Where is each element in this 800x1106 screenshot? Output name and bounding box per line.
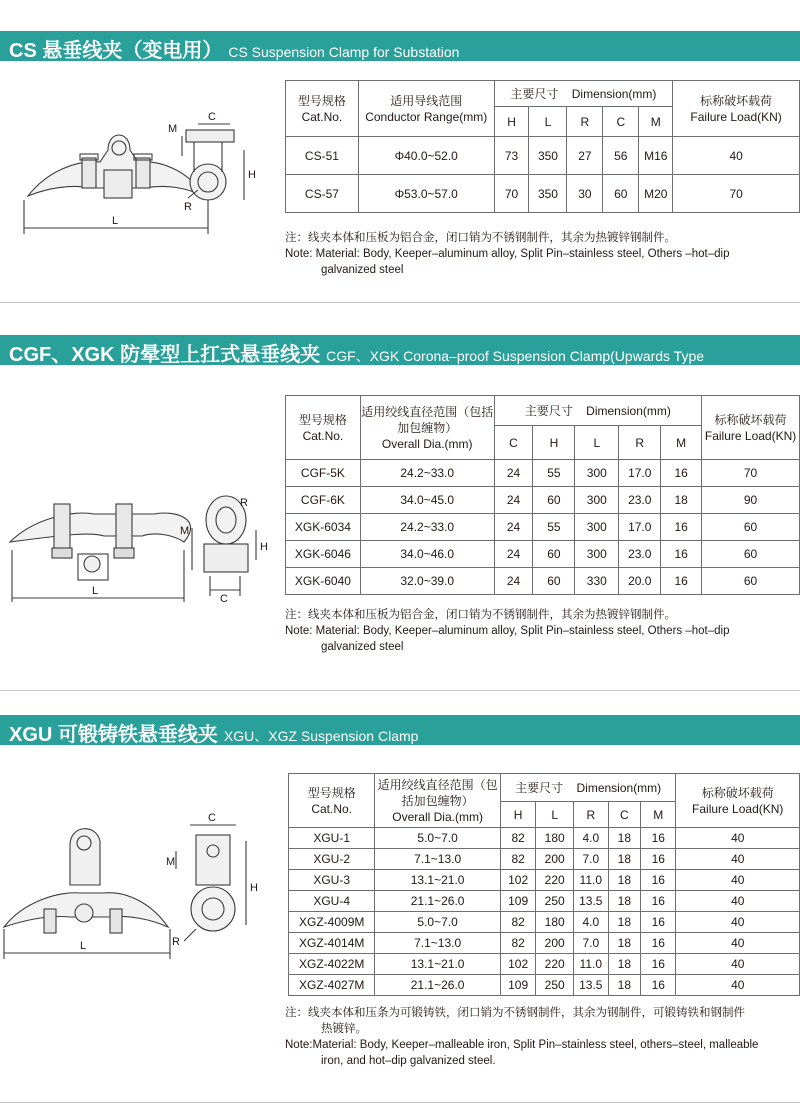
- table-cell: 109: [500, 891, 536, 912]
- table-cell: M20: [639, 175, 673, 213]
- table-cell: 13.1~21.0: [375, 870, 500, 891]
- table-cell: 40: [676, 891, 800, 912]
- xgu-xgz-spec-table: [288, 773, 800, 996]
- table-cell: XGU-4: [289, 891, 375, 912]
- divider: [0, 302, 800, 303]
- table-row: [286, 514, 800, 541]
- header-dim: H: [533, 426, 575, 460]
- cs-spec-table: [285, 80, 800, 213]
- header-dim: M: [661, 426, 702, 460]
- table-cell: 200: [536, 849, 574, 870]
- section-title-cn: XGU 可锻铸铁悬垂线夹: [9, 724, 218, 745]
- table-cell: XGZ-4009M: [289, 912, 375, 933]
- table-cell: 18: [608, 975, 640, 996]
- table-cell: 55: [533, 514, 575, 541]
- table-cell: 40: [676, 954, 800, 975]
- header-dim: R: [573, 802, 608, 828]
- dim-label-c: C: [220, 593, 228, 605]
- table-cell: XGK-6046: [286, 541, 361, 568]
- table-row: [289, 828, 800, 849]
- section-title-bar-cs: [0, 31, 800, 61]
- header-dimension: 主要尺寸 Dimension(mm): [494, 396, 702, 426]
- table-cell: Φ53.0~57.0: [358, 175, 494, 213]
- table-cell: CGF-5K: [286, 460, 361, 487]
- cs-clamp-drawing: [18, 110, 280, 240]
- table-cell: 60: [533, 541, 575, 568]
- table-cell: 24: [494, 514, 533, 541]
- dim-label-l: L: [112, 215, 119, 227]
- table-cell: 11.0: [573, 870, 608, 891]
- table-cell: 300: [575, 514, 619, 541]
- table-cell: 18: [608, 933, 640, 954]
- table-cell: 180: [536, 828, 574, 849]
- dim-label-r: R: [240, 497, 248, 509]
- table-cell: 17.0: [619, 460, 661, 487]
- table-cell: 23.0: [619, 541, 661, 568]
- table-cell: CS-57: [286, 175, 359, 213]
- header-dim: M: [639, 107, 673, 137]
- table-cell: 4.0: [573, 828, 608, 849]
- table-cell: M16: [639, 137, 673, 175]
- table-cell: XGK-6034: [286, 514, 361, 541]
- table-row: [289, 849, 800, 870]
- header-range: 适用导线范围 Conductor Range(mm): [358, 81, 494, 137]
- table-row: [289, 975, 800, 996]
- header-dim: C: [608, 802, 640, 828]
- header-load: 标称破坏载荷 Failure Load(KN): [702, 396, 800, 460]
- table-row: [289, 870, 800, 891]
- table-cell: 24: [494, 487, 533, 514]
- table-cell: 5.0~7.0: [375, 912, 500, 933]
- header-model: 型号规格 Cat.No.: [289, 774, 375, 828]
- header-dim: M: [641, 802, 676, 828]
- cs-note: 注：线夹本体和压板为铝合金，闭口销为不锈钢制件，其余为热镀锌钢制件。 Note: Material: Body, Keeper–aluminum alloy, Split Pin–stainless steel, Others –hot–dip galvanized steel: [285, 232, 730, 276]
- table-cell: 220: [536, 954, 574, 975]
- table-row: [289, 933, 800, 954]
- table-cell: 18: [661, 487, 702, 514]
- table-cell: 16: [641, 975, 676, 996]
- table-row: [289, 954, 800, 975]
- table-cell: 18: [608, 870, 640, 891]
- table-cell: 5.0~7.0: [375, 828, 500, 849]
- divider: [0, 1102, 800, 1103]
- table-cell: 250: [536, 891, 574, 912]
- table-cell: 300: [575, 487, 619, 514]
- dim-label-l: L: [92, 585, 99, 597]
- section-title-cn: CGF、XGK 防晕型上扛式悬垂线夹: [9, 344, 321, 365]
- dim-label-h: H: [260, 541, 268, 553]
- table-cell: 60: [603, 175, 639, 213]
- table-cell: 73: [494, 137, 529, 175]
- table-row: [286, 137, 800, 175]
- dim-label-m: M: [166, 856, 176, 868]
- header-dimension: 主要尺寸 Dimension(mm): [494, 81, 673, 107]
- table-cell: 60: [533, 487, 575, 514]
- table-cell: 18: [608, 849, 640, 870]
- dim-label-r: R: [184, 201, 192, 213]
- table-cell: 82: [500, 828, 536, 849]
- dim-label-h: H: [250, 882, 258, 894]
- table-cell: XGZ-4014M: [289, 933, 375, 954]
- header-model: 型号规格 Cat.No.: [286, 396, 361, 460]
- dim-label-m: M: [180, 525, 190, 537]
- table-cell: 60: [702, 541, 800, 568]
- table-cell: 16: [641, 954, 676, 975]
- table-cell: 60: [533, 568, 575, 595]
- dim-label-c: C: [208, 812, 216, 824]
- header-dim: C: [494, 426, 533, 460]
- table-cell: CS-51: [286, 137, 359, 175]
- table-cell: 40: [676, 912, 800, 933]
- table-cell: 17.0: [619, 514, 661, 541]
- table-cell: 60: [702, 568, 800, 595]
- dim-label-m: M: [168, 123, 178, 135]
- section-title-en: CGF、XGK Corona–proof Suspension Clamp(Upwards Type: [326, 348, 705, 364]
- cgf-clamp-drawing: [4, 490, 284, 610]
- dim-label-h: H: [248, 169, 256, 181]
- xgu-clamp-drawing: [0, 805, 285, 965]
- table-cell: 70: [702, 460, 800, 487]
- table-cell: 7.0: [573, 933, 608, 954]
- table-cell: 24: [494, 460, 533, 487]
- table-cell: 16: [641, 828, 676, 849]
- divider: [0, 690, 800, 691]
- table-cell: 70: [673, 175, 800, 213]
- table-cell: 82: [500, 849, 536, 870]
- table-cell: 18: [608, 954, 640, 975]
- table-cell: 60: [702, 514, 800, 541]
- table-cell: 40: [676, 828, 800, 849]
- table-cell: 330: [575, 568, 619, 595]
- table-cell: 13.1~21.0: [375, 954, 500, 975]
- table-cell: 24: [494, 541, 533, 568]
- header-dim: R: [619, 426, 661, 460]
- table-cell: 16: [641, 912, 676, 933]
- section-title-bar-xgu: [0, 715, 800, 745]
- table-cell: 300: [575, 460, 619, 487]
- table-cell: 34.0~45.0: [360, 487, 494, 514]
- header-dim: L: [529, 107, 567, 137]
- table-cell: XGU-3: [289, 870, 375, 891]
- table-cell: 23.0: [619, 487, 661, 514]
- table-cell: 18: [608, 912, 640, 933]
- table-cell: 18: [608, 828, 640, 849]
- table-cell: 109: [500, 975, 536, 996]
- table-cell: 7.1~13.0: [375, 933, 500, 954]
- table-cell: 200: [536, 933, 574, 954]
- table-cell: 16: [641, 933, 676, 954]
- table-row: [286, 460, 800, 487]
- table-cell: 300: [575, 541, 619, 568]
- table-cell: 70: [494, 175, 529, 213]
- table-cell: 27: [567, 137, 603, 175]
- section-title-bar-cgf-xgk: [0, 335, 800, 365]
- table-cell: 24.2~33.0: [360, 460, 494, 487]
- table-cell: XGU-2: [289, 849, 375, 870]
- table-row: [286, 487, 800, 514]
- table-cell: 13.5: [573, 891, 608, 912]
- header-dim: C: [603, 107, 639, 137]
- table-row: [289, 912, 800, 933]
- table-cell: 102: [500, 870, 536, 891]
- table-cell: 4.0: [573, 912, 608, 933]
- table-cell: 16: [661, 541, 702, 568]
- table-cell: 40: [676, 849, 800, 870]
- table-row: [289, 891, 800, 912]
- header-dim: H: [500, 802, 536, 828]
- table-cell: 21.1~26.0: [375, 975, 500, 996]
- table-cell: 18: [608, 891, 640, 912]
- table-cell: 180: [536, 912, 574, 933]
- table-cell: 21.1~26.0: [375, 891, 500, 912]
- table-cell: 34.0~46.0: [360, 541, 494, 568]
- cgf-xgk-spec-table: [285, 395, 800, 595]
- table-cell: 16: [661, 514, 702, 541]
- table-cell: 82: [500, 912, 536, 933]
- table-cell: 350: [529, 137, 567, 175]
- table-row: [286, 541, 800, 568]
- table-cell: 7.0: [573, 849, 608, 870]
- table-cell: 82: [500, 933, 536, 954]
- table-cell: 16: [641, 849, 676, 870]
- table-cell: 16: [661, 568, 702, 595]
- table-cell: 40: [676, 933, 800, 954]
- header-load: 标称破坏载荷 Failure Load(KN): [673, 81, 800, 137]
- table-cell: 13.5: [573, 975, 608, 996]
- table-cell: XGZ-4027M: [289, 975, 375, 996]
- table-cell: XGZ-4022M: [289, 954, 375, 975]
- table-cell: 250: [536, 975, 574, 996]
- table-cell: 30: [567, 175, 603, 213]
- section-title-cn: CS 悬垂线夹（变电用）: [9, 40, 223, 61]
- header-range: 适用绞线直径范围（包括加包缠物） Overall Dia.(mm): [375, 774, 500, 828]
- table-cell: 7.1~13.0: [375, 849, 500, 870]
- table-cell: 220: [536, 870, 574, 891]
- table-cell: 16: [641, 891, 676, 912]
- table-cell: 16: [641, 870, 676, 891]
- section-title-en: CS Suspension Clamp for Substation: [228, 44, 460, 60]
- cgf-xgk-note: 注：线夹本体和压板为铝合金，闭口销为不锈钢制件，其余为热镀锌钢制件。 Note: Material: Body, Keeper–aluminum alloy, Split Pin–stainless steel, Others –hot–dip galvanized steel: [285, 609, 730, 653]
- table-cell: 16: [661, 460, 702, 487]
- table-cell: XGK-6040: [286, 568, 361, 595]
- table-cell: CGF-6K: [286, 487, 361, 514]
- header-dim: L: [536, 802, 574, 828]
- table-cell: 40: [676, 975, 800, 996]
- section-title-en: XGU、XGZ Suspension Clamp: [223, 728, 419, 744]
- header-dim: R: [567, 107, 603, 137]
- table-cell: 102: [500, 954, 536, 975]
- xgu-xgz-note: 注：线夹本体和压条为可锻铸铁，闭口销为不锈钢制件，其余为钢制件，可锻铸铁和钢制件 热镀锌。 Note:Material: Body, Keeper–malleable iron, Split Pin–stainless steel, others–steel, malleable iron, and hot–dip galvanized steel.: [285, 1007, 759, 1067]
- table-cell: 55: [533, 460, 575, 487]
- header-dim: L: [575, 426, 619, 460]
- table-cell: 24: [494, 568, 533, 595]
- table-cell: 56: [603, 137, 639, 175]
- table-cell: 11.0: [573, 954, 608, 975]
- table-cell: 90: [702, 487, 800, 514]
- table-cell: 20.0: [619, 568, 661, 595]
- table-row: [286, 175, 800, 213]
- table-cell: 350: [529, 175, 567, 213]
- header-load: 标称破坏载荷 Failure Load(KN): [676, 774, 800, 828]
- dim-label-r: R: [172, 936, 180, 948]
- header-range: 适用绞线直径范围（包括加包缠物） Overall Dia.(mm): [360, 396, 494, 460]
- table-cell: 40: [676, 870, 800, 891]
- header-model: 型号规格 Cat.No.: [286, 81, 359, 137]
- dim-label-l: L: [80, 940, 87, 952]
- header-dim: H: [494, 107, 529, 137]
- table-cell: XGU-1: [289, 828, 375, 849]
- dim-label-c: C: [208, 111, 216, 123]
- table-row: [286, 568, 800, 595]
- table-cell: 40: [673, 137, 800, 175]
- table-cell: 32.0~39.0: [360, 568, 494, 595]
- header-dimension: 主要尺寸 Dimension(mm): [500, 774, 676, 802]
- table-cell: 24.2~33.0: [360, 514, 494, 541]
- table-cell: Φ40.0~52.0: [358, 137, 494, 175]
